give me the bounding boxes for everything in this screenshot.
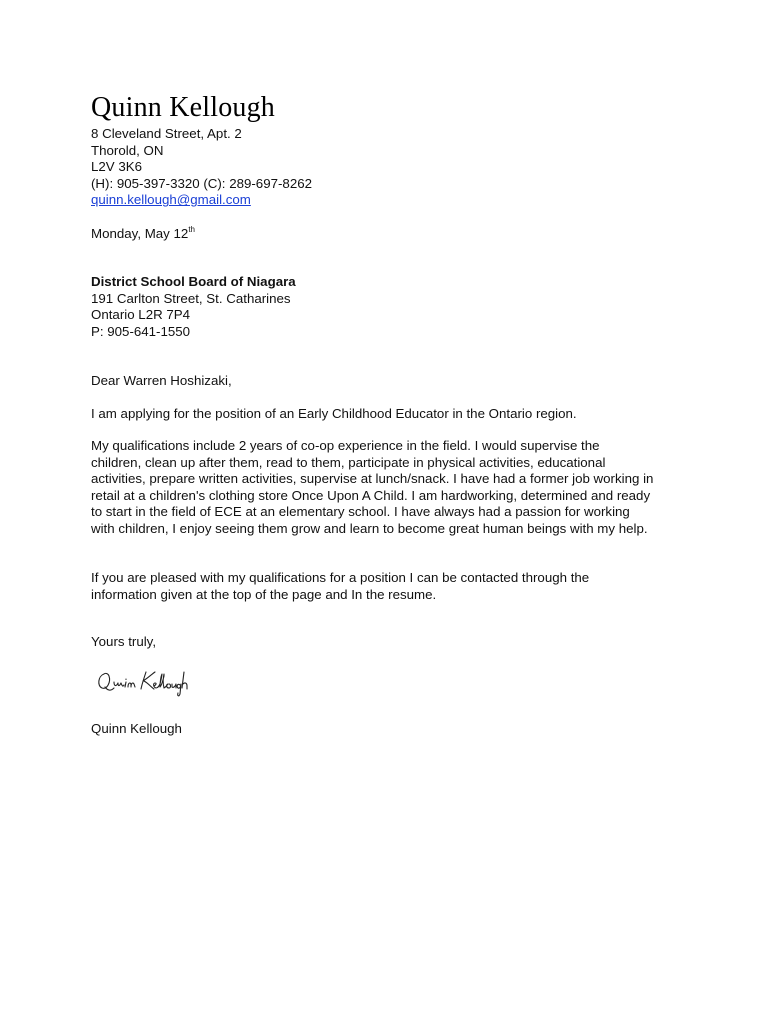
sender-email-link[interactable]: quinn.kellough@gmail.com — [91, 192, 251, 208]
recipient-address-line1: 191 Carlton Street, St. Catharines — [91, 290, 291, 306]
body-paragraph-2 — [91, 438, 691, 538]
paragraph-line: to start in the field of ECE at an elementary school. I have always had a passion for working — [91, 504, 630, 520]
sender-address-line2: Thorold, ON — [91, 142, 164, 158]
salutation: Dear Warren Hoshizaki, — [91, 373, 232, 388]
sender-address-block — [91, 126, 691, 209]
sender-name-heading: Quinn Kellough — [91, 92, 276, 123]
signed-name: Quinn Kellough — [91, 721, 182, 736]
paragraph-line: My qualifications include 2 years of co-op experience in the field. I would supervise the — [91, 438, 600, 453]
closing: Yours truly, — [91, 634, 157, 649]
paragraph-line: I am applying for the position of an Early Childhood Educator in the Ontario region. — [91, 406, 577, 421]
paragraph-line: If you are pleased with my qualifications for a position I can be contacted through the — [91, 570, 590, 585]
paragraph-line: activities, prepare written activities, supervise at lunch/snack. I have had a former job working in — [91, 471, 654, 487]
paragraph-line: retail at a children's clothing store Once Upon A Child. I am hardworking, determined and ready — [91, 487, 651, 503]
body-paragraph-1 — [91, 406, 691, 423]
recipient-phone: P: 905-641-1550 — [91, 323, 191, 339]
paragraph-line: information given at the top of the page and In the resume. — [91, 586, 437, 602]
recipient-organization: District School Board of Niagara — [91, 274, 296, 289]
letter-date — [91, 226, 691, 243]
recipient-address-block — [91, 274, 691, 340]
date-text: Monday, May 12 — [91, 226, 189, 241]
sender-postal-code: L2V 3K6 — [91, 159, 143, 175]
paragraph-line: with children, I enjoy seeing them grow and learn to become great human beings with my help. — [91, 520, 648, 536]
sender-address-line1: 8 Cleveland Street, Apt. 2 — [91, 126, 242, 141]
sender-phones: (H): 905-397-3320 (C): 289-697-8262 — [91, 175, 313, 191]
body-paragraph-3 — [91, 570, 691, 603]
date-suffix: th — [188, 224, 195, 234]
handwritten-signature — [94, 668, 234, 698]
paragraph-line: children, clean up after them, read to them, participate in physical activities, educational — [91, 454, 606, 470]
recipient-address-line2: Ontario L2R 7P4 — [91, 307, 191, 323]
